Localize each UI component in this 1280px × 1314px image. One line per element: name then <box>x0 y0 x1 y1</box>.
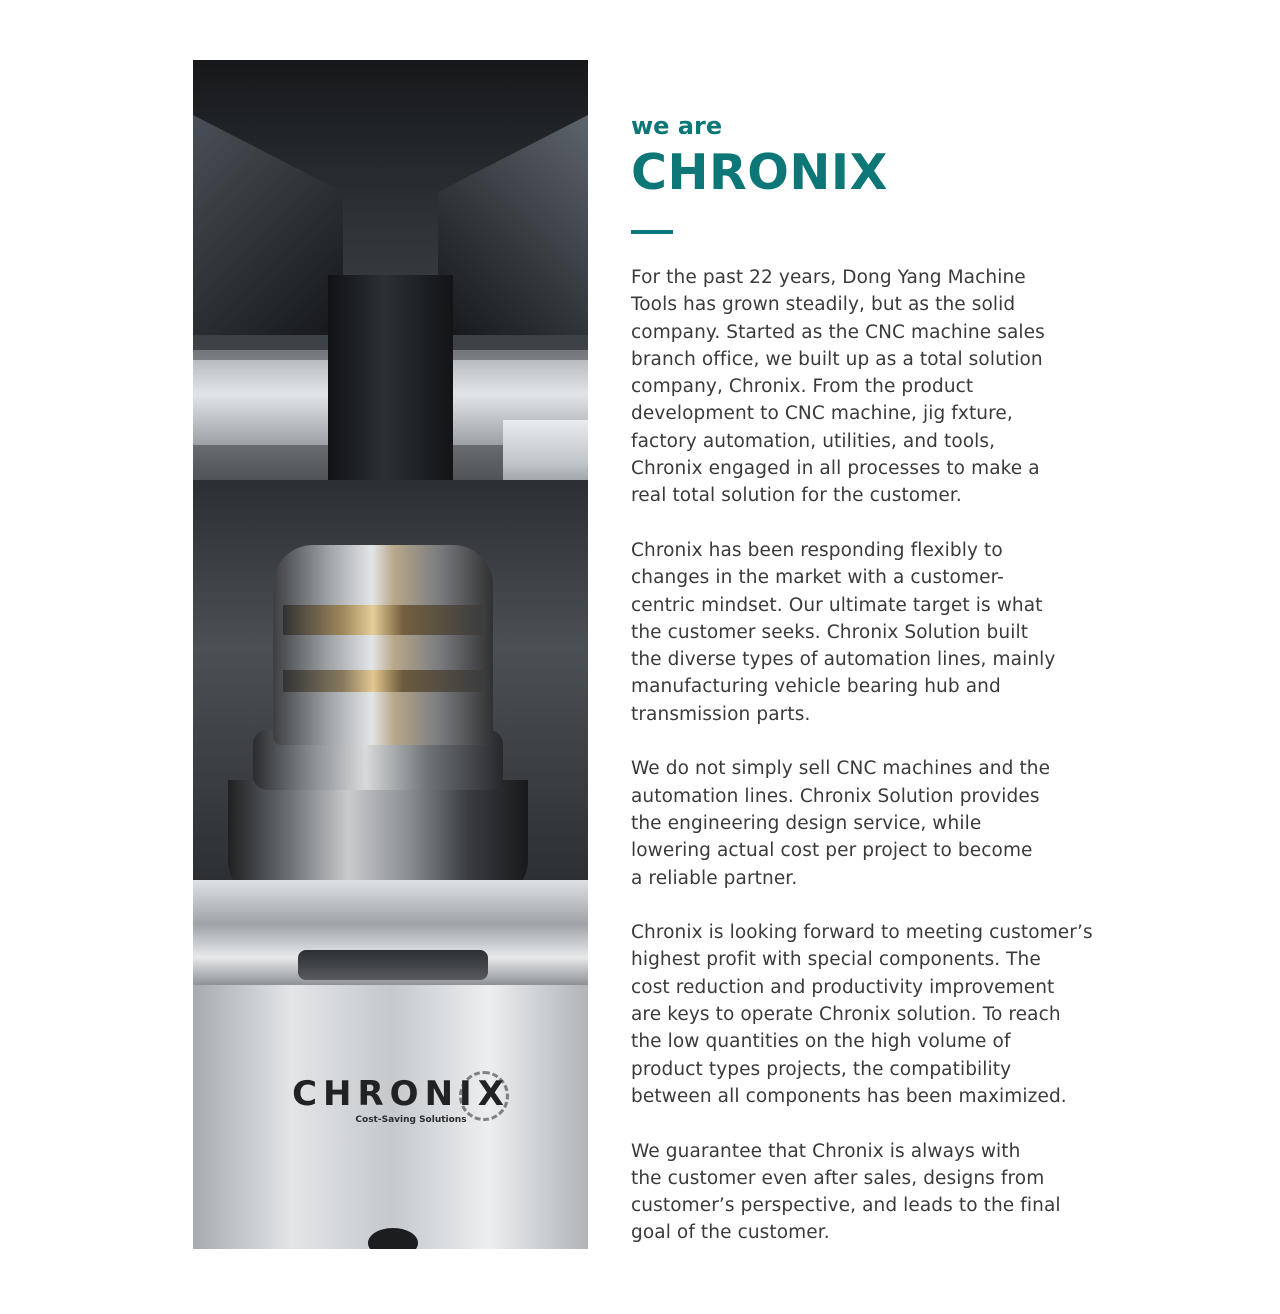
paragraph-line: Chronix engaged in all processes to make a <box>631 458 1040 480</box>
paragraph-line: development to CNC machine, jig fxture, <box>631 403 1013 425</box>
paragraph-line: centric mindset. Our ultimate target is what <box>631 594 1043 616</box>
body-paragraph-3 <box>631 755 1081 891</box>
paragraph-line: lowering actual cost per project to become <box>631 840 1033 862</box>
paragraph-line: cost reduction and productivity improvement <box>631 976 1055 998</box>
eyebrow-text: we are <box>631 112 723 140</box>
photo-hub-band-lower <box>283 670 483 692</box>
photo-bearing-hub <box>273 545 493 745</box>
paragraph-line: Tools has grown steadily, but as the solid <box>631 294 1016 316</box>
paragraph-line: real total solution for the customer. <box>631 485 962 507</box>
paragraph-line: between all components has been maximized. <box>631 1085 1067 1107</box>
paragraph-line: highest profit with special components. The <box>631 949 1041 971</box>
photo-plate-slot <box>298 950 488 980</box>
body-paragraph-2 <box>631 537 1081 728</box>
logo-tagline: Cost-Saving Solutions <box>355 1115 467 1125</box>
paragraph-line: For the past 22 years, Dong Yang Machine <box>631 267 1026 288</box>
about-section <box>631 112 1093 1247</box>
paragraph-line: goal of the customer. <box>631 1222 830 1244</box>
paragraph-line: transmission parts. <box>631 703 811 725</box>
paragraph-line: branch office, we built up as a total solution <box>631 348 1043 370</box>
brand-title: CHRONIX <box>631 144 888 201</box>
paragraph-line: the engineering design service, while <box>631 812 982 834</box>
photo-hub-band <box>283 605 483 635</box>
body-copy <box>631 264 1093 1247</box>
paragraph-line: the customer seeks. Chronix Solution built <box>631 621 1029 643</box>
body-paragraph-1 <box>631 264 1081 510</box>
logo-wordmark: CHRONIX <box>292 1074 510 1114</box>
paragraph-line: factory automation, utilities, and tools, <box>631 430 996 452</box>
paragraph-line: are keys to operate Chronix solution. To reach <box>631 1004 1061 1026</box>
paragraph-line: product types projects, the compatibility <box>631 1058 1012 1080</box>
body-paragraph-5 <box>631 1138 1081 1247</box>
paragraph-line: Chronix is looking forward to meeting customer’s <box>631 922 1093 944</box>
machine-photo <box>193 60 588 1249</box>
paragraph-line: changes in the market with a customer- <box>631 567 1004 589</box>
paragraph-line: We guarantee that Chronix is always with <box>631 1140 1021 1162</box>
paragraph-line: automation lines. Chronix Solution provides <box>631 785 1040 807</box>
paragraph-line: customer’s perspective, and leads to the final <box>631 1195 1061 1217</box>
engraved-logo <box>281 1075 521 1125</box>
paragraph-line: manufacturing vehicle bearing hub and <box>631 676 1001 698</box>
paragraph-line: We do not simply sell CNC machines and the <box>631 758 1051 780</box>
paragraph-line: company. Started as the CNC machine sales <box>631 321 1045 343</box>
paragraph-line: the low quantities on the high volume of <box>631 1031 1011 1053</box>
paragraph-line: a reliable partner. <box>631 867 798 889</box>
accent-divider <box>631 230 673 234</box>
paragraph-line: the customer even after sales, designs from <box>631 1167 1045 1189</box>
paragraph-line: the diverse types of automation lines, mainly <box>631 649 1056 671</box>
paragraph-line: Chronix has been responding flexibly to <box>631 539 1003 561</box>
body-paragraph-4 <box>631 919 1093 1110</box>
paragraph-line: company, Chronix. From the product <box>631 376 974 398</box>
logo-ring-icon <box>459 1071 509 1121</box>
